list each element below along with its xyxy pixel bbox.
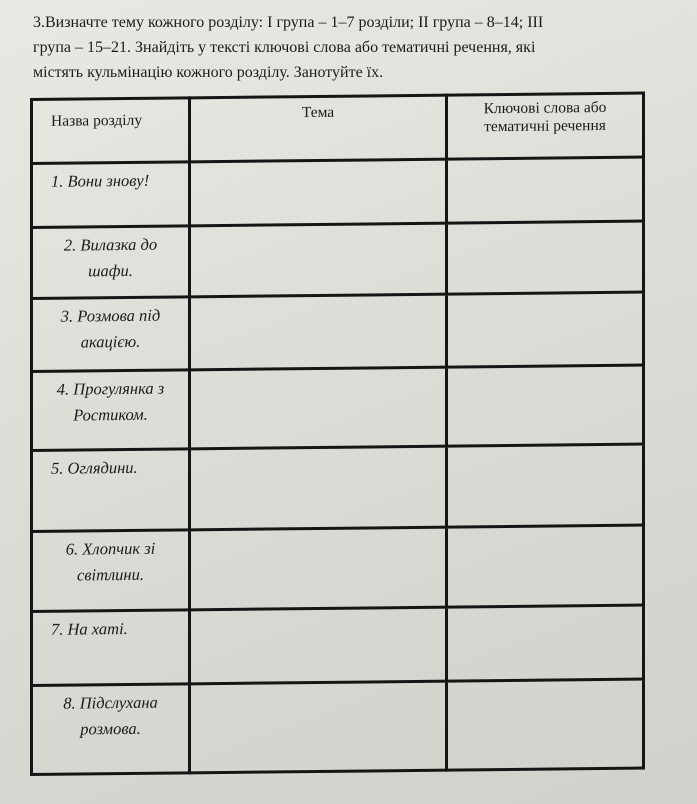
keywords-cell[interactable]	[447, 292, 644, 367]
chapter-name-cell	[32, 683, 190, 774]
chapter-name-cell	[32, 449, 190, 532]
keywords-cell[interactable]	[447, 444, 644, 527]
keywords-cell[interactable]	[447, 365, 644, 446]
keywords-cell[interactable]	[447, 605, 644, 681]
chapter-name-cell	[32, 370, 190, 451]
header-theme: Тема	[190, 95, 447, 162]
table-row	[32, 679, 644, 775]
chapter-name-cont: Ростиком.	[73, 404, 148, 425]
table-row	[32, 221, 644, 298]
task-line-2: група – 15–21. Знайдіть у тексті ключові слова або тематичні речення, які	[33, 39, 536, 56]
chapter-name-cell	[32, 226, 190, 299]
task-line-3: містять кульмінацію кожного розділу. Занотуйте їх.	[33, 64, 384, 81]
table-row	[32, 365, 644, 451]
theme-cell[interactable]	[190, 367, 447, 449]
chapter-name-cont: розмова.	[80, 718, 141, 739]
chapter-name-cont: світлини.	[77, 565, 144, 585]
theme-cell[interactable]	[190, 607, 447, 684]
chapter-name: 1. Вони знову!	[51, 170, 150, 191]
chapter-name-cell	[32, 297, 190, 372]
chapter-name: 5. Оглядини.	[51, 458, 138, 478]
task-line-1: 3.Визначте тему кожного розділу: I група – 1–7 розділи; II група – 8–14; III	[33, 14, 544, 31]
theme-cell[interactable]	[190, 446, 447, 530]
chapter-name: 2. Вилазка до	[63, 234, 158, 255]
header-chapter-name: Назва розділу	[32, 98, 190, 164]
chapter-name-cont: шафи.	[88, 260, 133, 281]
table-row	[32, 605, 644, 686]
theme-cell[interactable]	[190, 223, 447, 297]
theme-cell[interactable]	[190, 159, 447, 226]
chapter-name: 8. Підслухана	[63, 692, 158, 713]
table-row	[32, 292, 644, 371]
theme-cell[interactable]	[190, 681, 447, 773]
keywords-cell[interactable]	[447, 525, 644, 606]
theme-cell[interactable]	[190, 294, 447, 370]
chapter-name-cell	[32, 609, 190, 685]
chapter-name-cell	[32, 530, 190, 611]
task-instructions	[33, 10, 633, 85]
chapter-name: 3. Розмова під	[60, 305, 161, 326]
header-keywords	[447, 93, 644, 159]
chapter-name-cell	[32, 162, 190, 228]
chapters-table	[30, 92, 645, 776]
table-row	[32, 444, 644, 532]
theme-cell[interactable]	[190, 527, 447, 609]
header-keywords-line-1: Ключові слова або	[483, 98, 607, 118]
chapter-name: 6. Хлопчик зі	[65, 539, 156, 559]
header-keywords-line-2: тематичні речення	[484, 116, 606, 136]
keywords-cell[interactable]	[447, 679, 644, 770]
keywords-cell[interactable]	[447, 157, 644, 223]
chapter-name: 4. Прогулянка з	[56, 378, 165, 399]
keywords-cell[interactable]	[447, 221, 644, 294]
chapter-name: 7. На хаті.	[51, 618, 128, 639]
table-row	[32, 525, 644, 611]
header-row	[32, 93, 644, 163]
table-row	[32, 157, 644, 227]
chapter-name-cont: акацією.	[80, 331, 141, 352]
